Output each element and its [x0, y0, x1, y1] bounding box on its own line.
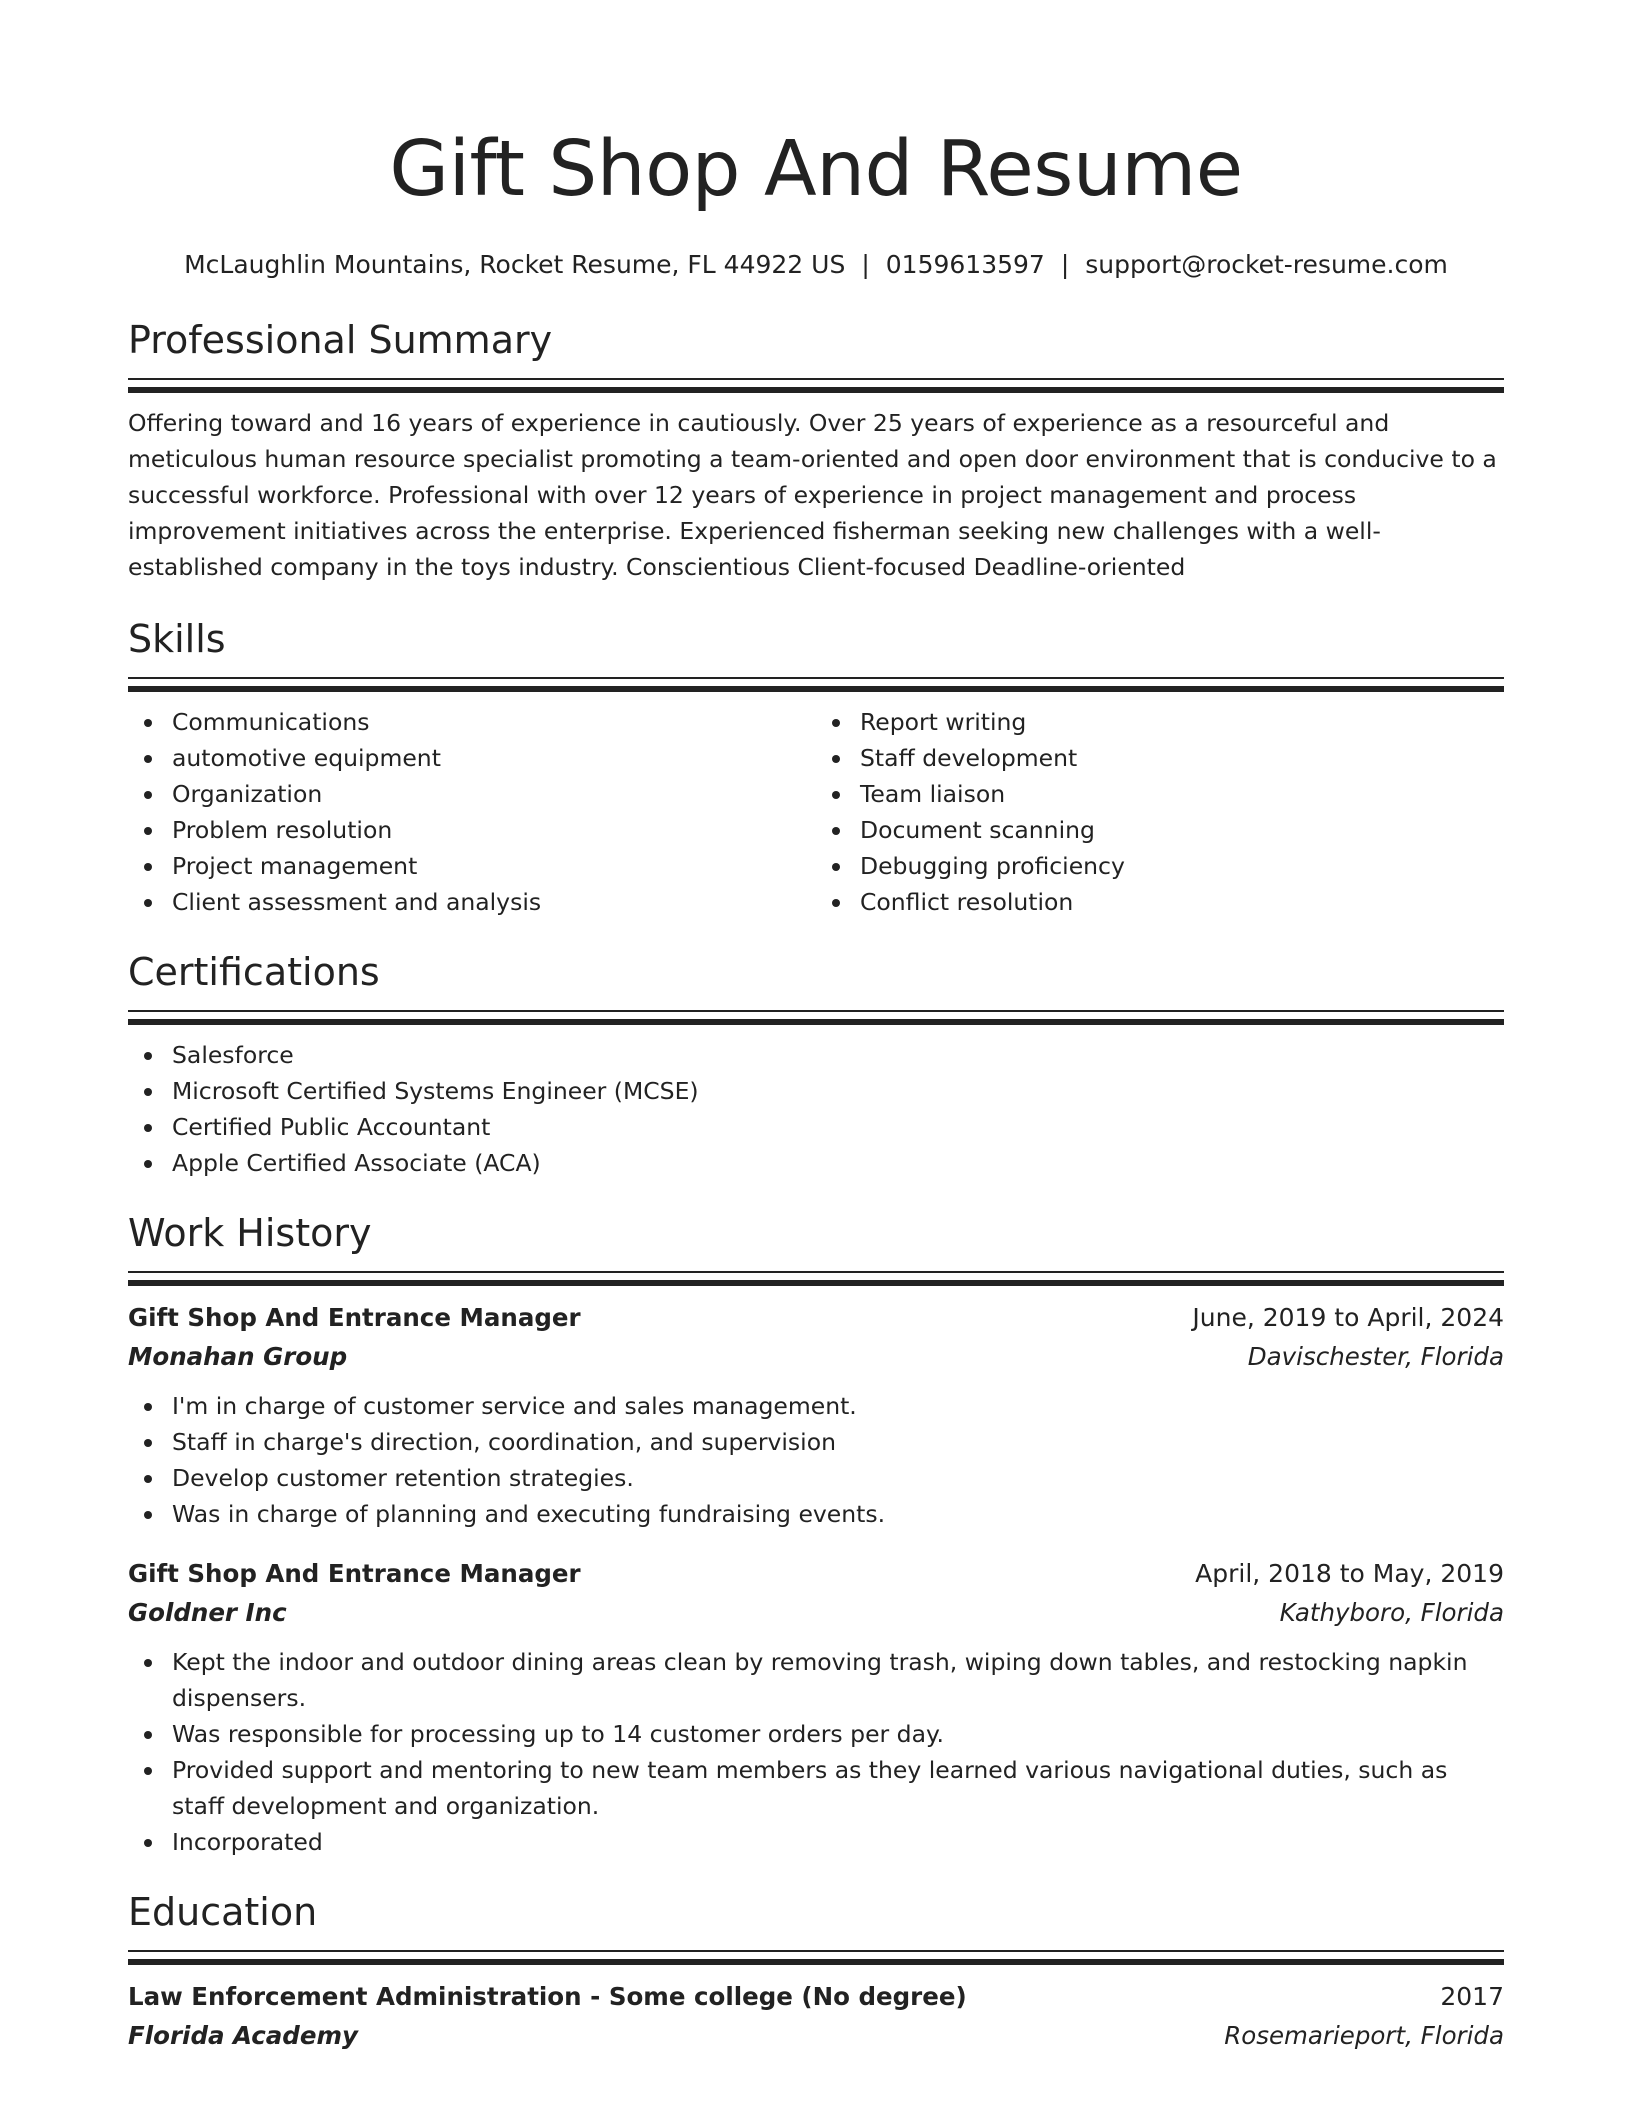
section-rule [128, 1950, 1504, 1952]
skill-item: Debugging proficiency [816, 848, 1504, 884]
job-location: Davischester, Florida [1247, 1342, 1504, 1371]
job-dates: June, 2019 to April, 2024 [1192, 1303, 1504, 1332]
summary-section [128, 316, 1504, 585]
summary-text: Offering toward and 16 years of experience in cautiously. Over 25 years of experience as a resourceful and meticulous human resource specialist promoting a team-oriented and open door environment that is conducive to a successful workforce. Professional with over 12 years of experience in project management and process improvement initiatives across the enterprise. Experienced fisherman seeking new challenges with a well-established company in the toys industry. Conscientious Client-focused Deadline-oriented [128, 409, 1497, 581]
job-bullet: Provided support and mentoring to new team members as they learned various navigational duties, such as staff development and organization. [128, 1752, 1504, 1824]
contact-phone: 0159613597 [885, 250, 1045, 279]
section-rule [128, 677, 1504, 679]
job-bullet: Develop customer retention strategies. [128, 1460, 1504, 1496]
certifications-list [128, 1037, 1504, 1181]
job-dates: April, 2018 to May, 2019 [1195, 1559, 1504, 1588]
certifications-title: Certifications [128, 950, 380, 994]
skill-item: Problem resolution [128, 812, 816, 848]
job-location: Kathyboro, Florida [1279, 1598, 1504, 1627]
skill-item: Staff development [816, 740, 1504, 776]
job-entry [128, 1554, 1504, 1860]
education-title: Education [128, 1890, 318, 1934]
work-section [128, 1209, 1504, 1860]
section-rule-thick [128, 1959, 1504, 1965]
job-bullet: Incorporated [128, 1824, 1504, 1860]
skill-item: automotive equipment [128, 740, 816, 776]
job-bullet: Was in charge of planning and executing fundraising events. [128, 1496, 1504, 1532]
resume-name: Gift Shop And Resume [389, 125, 1243, 214]
contact-separator: | [1060, 250, 1070, 279]
skill-item: Document scanning [816, 812, 1504, 848]
education-year: 2017 [1440, 1982, 1504, 2011]
skills-right-list [816, 704, 1504, 920]
job-company: Monahan Group [128, 1342, 348, 1371]
education-school: Florida Academy [128, 2021, 358, 2050]
job-bullet: Staff in charge's direction, coordination, and supervision [128, 1424, 1504, 1460]
job-bullets [128, 1644, 1504, 1860]
job-entry [128, 1298, 1504, 1532]
certification-item: Certified Public Accountant [128, 1109, 1504, 1145]
skills-grid [128, 704, 1504, 920]
skills-left-list [128, 704, 816, 920]
section-rule-thick [128, 1019, 1504, 1025]
skill-item: Project management [128, 848, 816, 884]
job-company-row [128, 1594, 1504, 1632]
skill-item: Conflict resolution [816, 884, 1504, 920]
section-rule-thick [128, 387, 1504, 393]
certifications-section [128, 948, 1504, 1181]
certification-item: Microsoft Certified Systems Engineer (MCSE) [128, 1073, 1504, 1109]
job-bullet: Kept the indoor and outdoor dining areas clean by removing trash, wiping down tables, and restocking napkin dispensers. [128, 1644, 1504, 1716]
job-title: Gift Shop And Entrance Manager [128, 1303, 581, 1332]
skills-section [128, 615, 1504, 920]
work-title: Work History [128, 1211, 372, 1255]
job-bullets [128, 1388, 1504, 1532]
contact-line [128, 248, 1504, 282]
education-header-row [128, 1977, 1504, 2017]
education-school-row [128, 2017, 1504, 2055]
skills-title: Skills [128, 617, 226, 661]
job-bullet: I'm in charge of customer service and sales management. [128, 1388, 1504, 1424]
skill-item: Team liaison [816, 776, 1504, 812]
job-company-row [128, 1338, 1504, 1376]
skill-item: Organization [128, 776, 816, 812]
section-rule [128, 378, 1504, 380]
skill-item: Client assessment and analysis [128, 884, 816, 920]
job-header-row [128, 1298, 1504, 1338]
section-rule-thick [128, 686, 1504, 692]
contact-separator: | [861, 250, 870, 279]
certification-item: Apple Certified Associate (ACA) [128, 1145, 1504, 1181]
job-company: Goldner Inc [128, 1598, 287, 1627]
contact-address: McLaughlin Mountains, Rocket Resume, FL 44922 US [184, 250, 846, 279]
contact-email: support@rocket-resume.com [1085, 250, 1448, 279]
section-rule-thick [128, 1280, 1504, 1286]
job-bullet: Was responsible for processing up to 14 customer orders per day. [128, 1716, 1504, 1752]
skill-item: Communications [128, 704, 816, 740]
job-header-row [128, 1554, 1504, 1594]
certification-item: Salesforce [128, 1037, 1504, 1073]
job-title: Gift Shop And Entrance Manager [128, 1559, 581, 1588]
education-degree: Law Enforcement Administration - Some college (No degree) [128, 1982, 967, 2011]
education-section [128, 1888, 1504, 2055]
skill-item: Report writing [816, 704, 1504, 740]
summary-title: Professional Summary [128, 318, 553, 362]
education-location: Rosemarieport, Florida [1224, 2021, 1504, 2050]
section-rule [128, 1010, 1504, 1012]
section-rule [128, 1271, 1504, 1273]
